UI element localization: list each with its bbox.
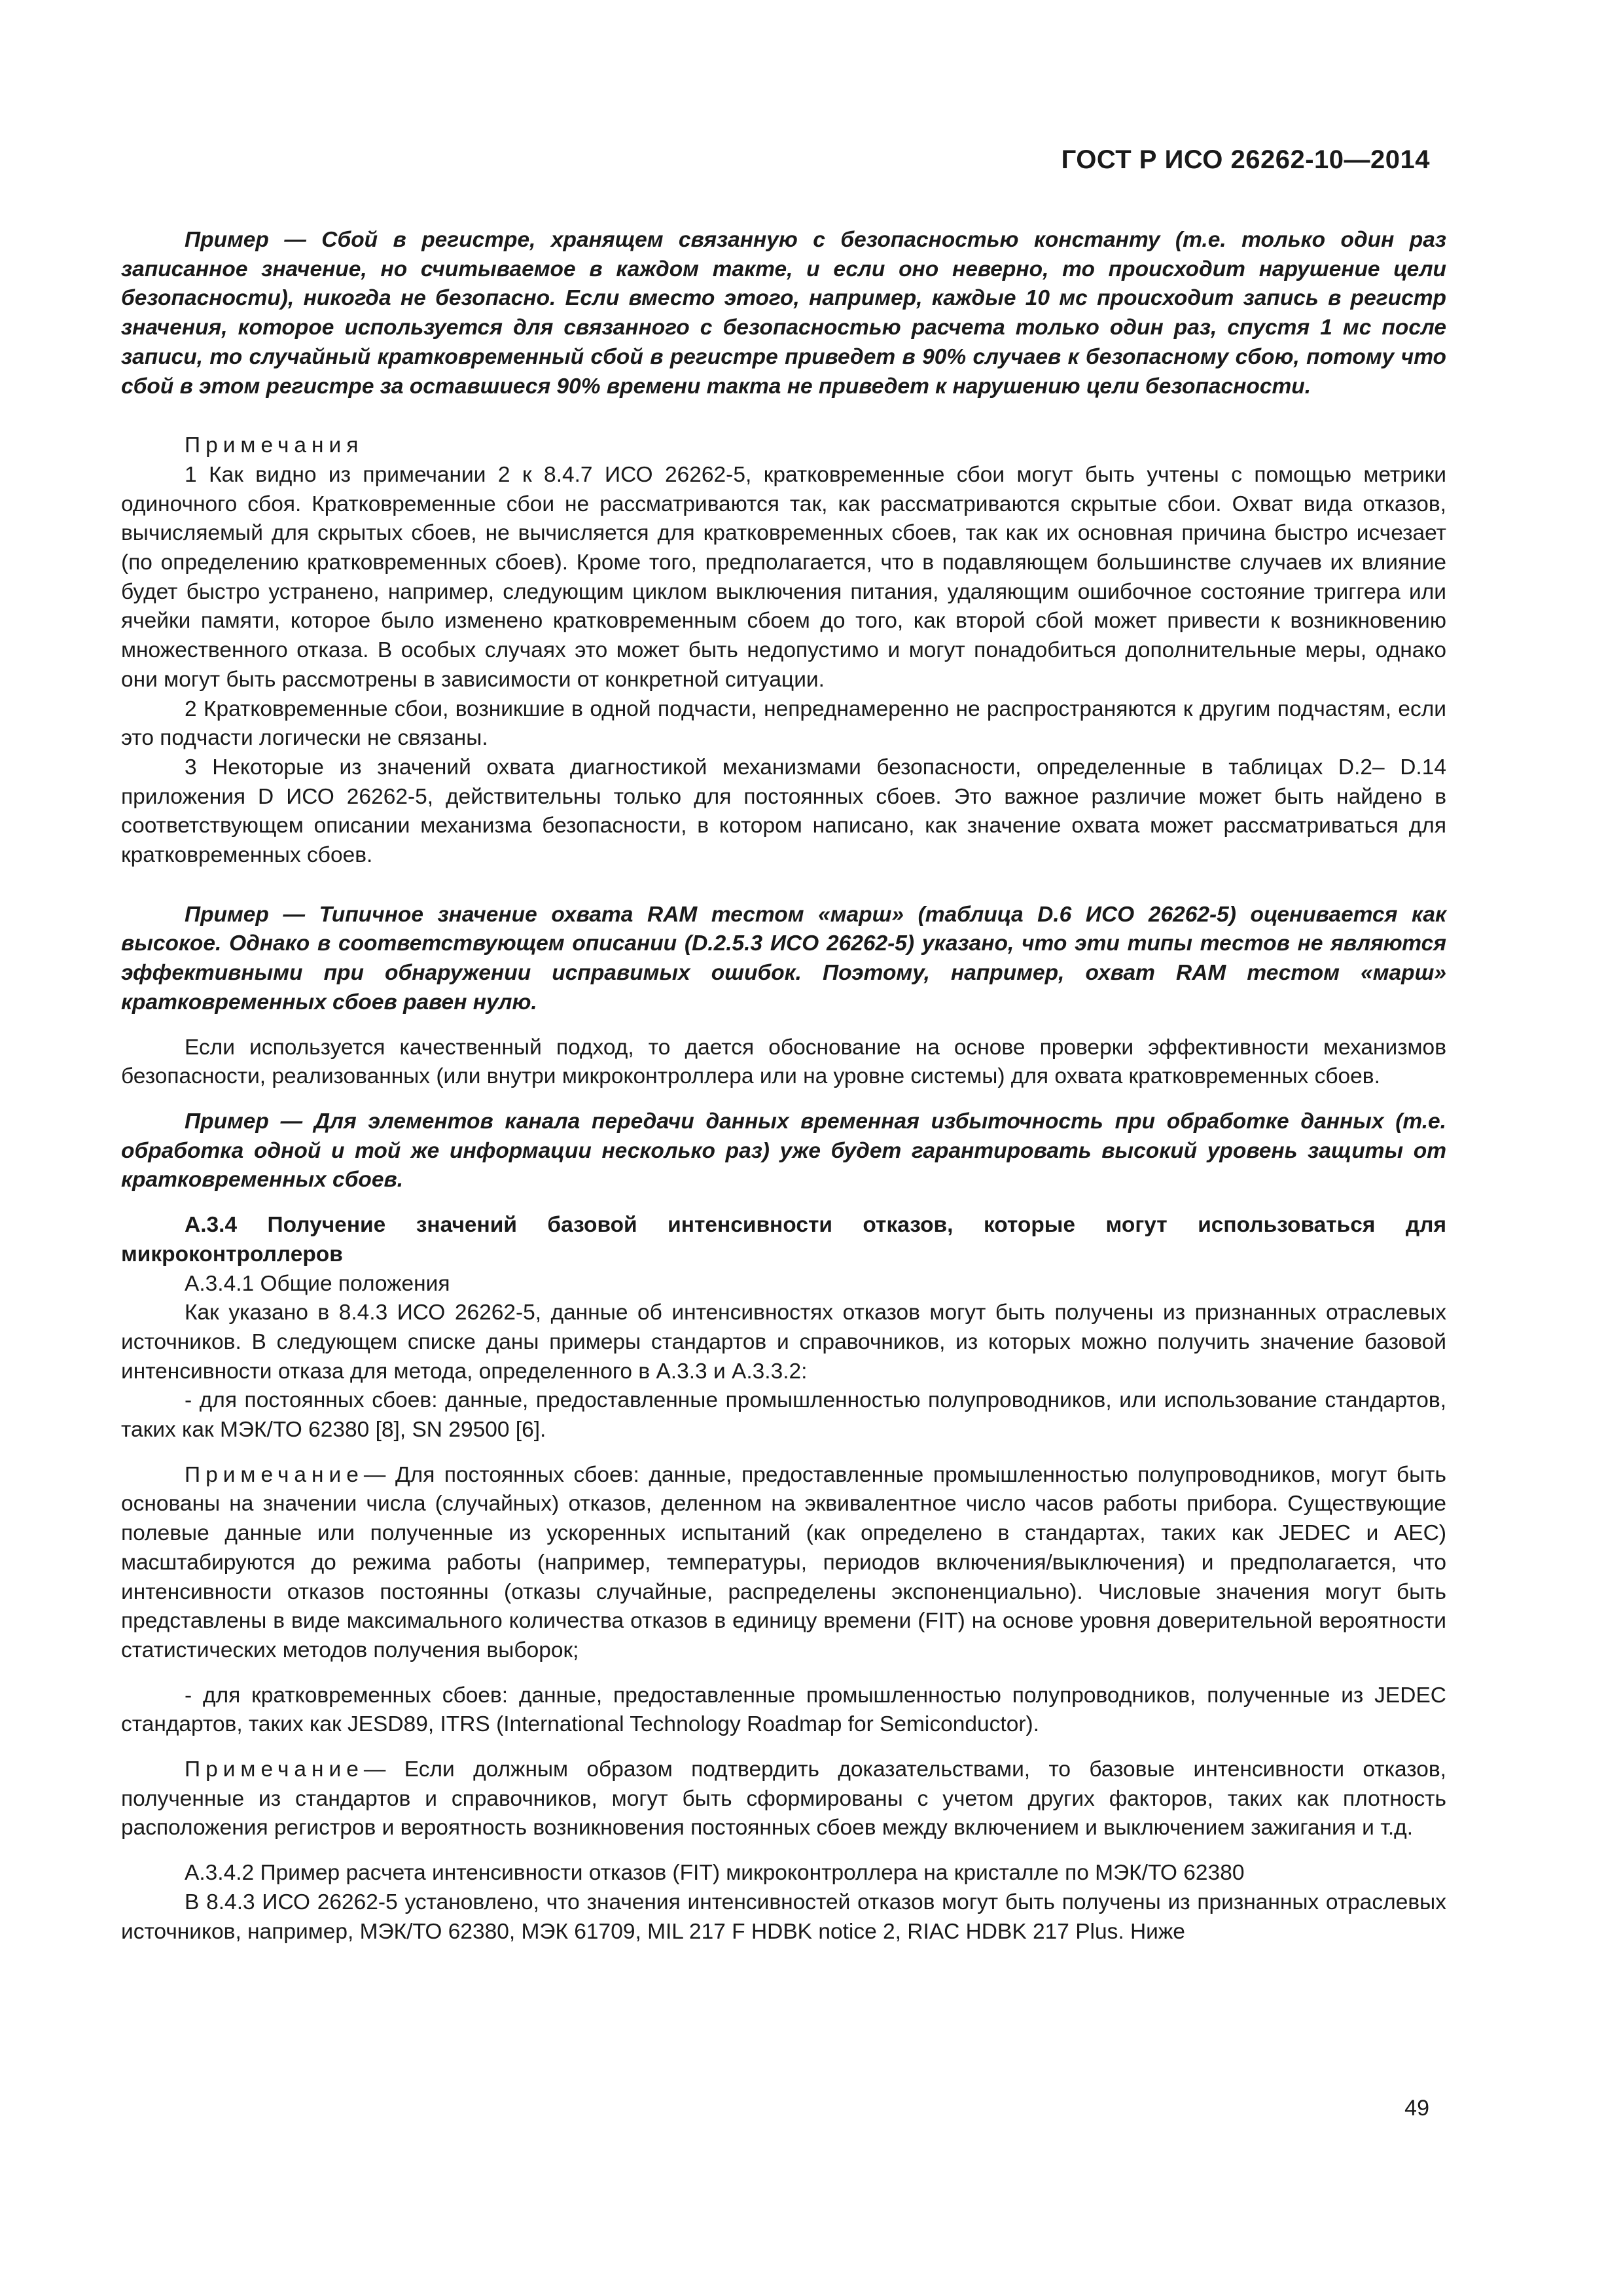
example-time-redundancy: Пример — Для элементов канала передачи данных временная избыточность при обработке данных (т.е. обработка одной и той же информации несколько раз) уже будет гарантировать высокий уровень защиты от кратковременных сбоев. [121,1109,1446,1193]
paragraph-failure-rate-sources: Как указано в 8.4.3 ИСО 26262-5, данные об интенсивностях отказов могут быть получены из признанных отраслевых источников. В следующем списке даны примеры стандартов и справочников, из которых можно получить значение базовой интенсивности отказа для метода, определенного в А.3.3 и А.3.3.2: [121,1300,1446,1384]
note-2: 2 Кратковременные сбои, возникшие в одной подчасти, непреднамеренно не распространяются к другим подчастям, если это подчасти логически не связаны. [121,696,1446,751]
example-register-fault: Пример — Сбой в регистре, хранящем связанную с безопасностью константу (т.е. только один раз записанное значение, но считываемое в каждом такте, и если оно неверно, то происходит нарушение цели безопасности), никогда не безопасно. Если вместо этого, например, каждые 10 мс происходит запись в регистр значения, которое используется для связанного с безопасностью расчета только один раз, спустя 1 мс после записи, то случайный кратковременный сбой в регистре приведет в 90% случаев к безопасному сбою, потому что сбой в этом регистре за оставшиеся 90% времени такта не приведет к нарушению цели безопасности. [121,228,1446,399]
note-permanent-faults [121,1461,1446,1666]
note-1: 1 Как видно из примечании 2 к 8.4.7 ИСО 26262-5, кратковременные сбои могут быть учтены с помощью метрики одиночного сбоя. Кратковременные сбои не рассматриваются так, как рассматриваются скрытые сбои. Охват вида отказов, вычисляемый для скрытых сбоев, не вычисляется для кратковременных сбоев, так как их основная причина быстро исчезает (по определению кратковременных сбоев). Кроме того, предполагается, что в подавляющем большинстве случаев их влияние будет быстро устранено, например, следующим циклом выключения питания, удаляющим ошибочное состояние триггера или ячейки памяти, которое было изменено кратковременным сбоем до того, как второй сбой может привести к возникновению множественного отказа. В особых случаях это может быть недопустимо и могут понадобиться дополнительные меры, однако они могут быть рассмотрены в зависимости от конкретной ситуации. [121,462,1446,692]
subsection-heading-a-3-4-2: А.3.4.2 Пример расчета интенсивности отказов (FIT) микроконтроллера на кристалле по МЭК/ТО 62380 [185,1861,1245,1886]
page-number: 49 [1404,2096,1429,2121]
note-label: Примечание [185,1462,364,1487]
list-item-transient-faults: - для кратковременных сбоев: данные, предоставленные промышленностью полупроводников, полученные из JEDEC стандартов, таких как JESD89, ITRS (International Technology Roadmap for Semiconductor). [121,1683,1446,1737]
note-text: — Если должным образом подтвердить доказательствами, то базовые интенсивности отказов, полученные из стандартов и справочников, могут быть сформированы с учетом других факторов, таких как плотность расположения регистров и вероятность возникновения постоянных сбоев между включением и выключением зажигания и т.д. [121,1757,1446,1840]
note-base-failure-rates [121,1755,1446,1843]
notes-heading: Примечания [185,433,364,458]
example-ram-march-test: Пример — Типичное значение охвата RAM тестом «марш» (таблица D.6 ИСО 26262-5) оценивается как высокое. Однако в соответствующем описании (D.2.5.3 ИСО 26262-5) указано, что эти типы тестов не являются эффективными при обнаружении исправимых ошибок. Поэтому, например, охват RAM тестом «марш» кратковременных сбоев равен нулю. [121,902,1446,1014]
note-label: Примечание [185,1757,364,1782]
list-item-permanent-faults: - для постоянных сбоев: данные, предоставленные промышленностью полупроводников, или использование стандартов, таких как МЭК/ТО 62380 [8], SN 29500 [6]. [121,1388,1446,1443]
document-id-header: ГОСТ Р ИСО 26262-10—2014 [1061,145,1430,174]
paragraph-qualitative-approach: Если используется качественный подход, то дается обоснование на основе проверки эффективности механизмов безопасности, реализованных (или внутри микроконтроллера или на уровне системы) для охвата кратковременных сбоев. [121,1035,1446,1089]
subsection-heading-a-3-4-1: А.3.4.1 Общие положения [185,1271,450,1296]
note-3: 3 Некоторые из значений охвата диагностикой механизмами безопасности, определенные в таблицах D.2– D.14 приложения D ИСО 26262-5, действительны только для постоянных сбоев. Это важное различие может быть найдено в соответствующем описании механизма безопасности, в котором написано, как значение охвата может рассматриваться для кратковременных сбоев. [121,755,1446,868]
paragraph-industry-sources: В 8.4.3 ИСО 26262-5 установлено, что значения интенсивностей отказов могут быть получены из признанных отраслевых источников, например, МЭК/ТО 62380, МЭК 61709, MIL 217 F HDBK notice 2, RIAC HDBK 217 Plus. Ниже [121,1890,1446,1944]
note-text: — Для постоянных сбоев: данные, предоставленные промышленностью полупроводников, могут быть основаны на значении числа (случайных) отказов, деленном на эквивалентное число часов работы прибора. Существующие полевые данные или полученные из ускоренных испытаний (как определено в стандартах, таких как JEDEC и AEC) масштабируются до режима работы (например, температуры, периодов включения/выключения) и предполагается, что интенсивности отказов постоянны (отказы случайные, распределены экспоненциально). Числовые значения могут быть представлены в виде максимального количества отказов в единицу времени (FIT) на основе уровня доверительной вероятности статистических методов получения выборок; [121,1462,1446,1662]
document-body [121,226,1446,1946]
section-heading-a-3-4: А.3.4 Получение значений базовой интенсивности отказов, которые могут использоваться для микроконтроллеров [121,1213,1446,1266]
